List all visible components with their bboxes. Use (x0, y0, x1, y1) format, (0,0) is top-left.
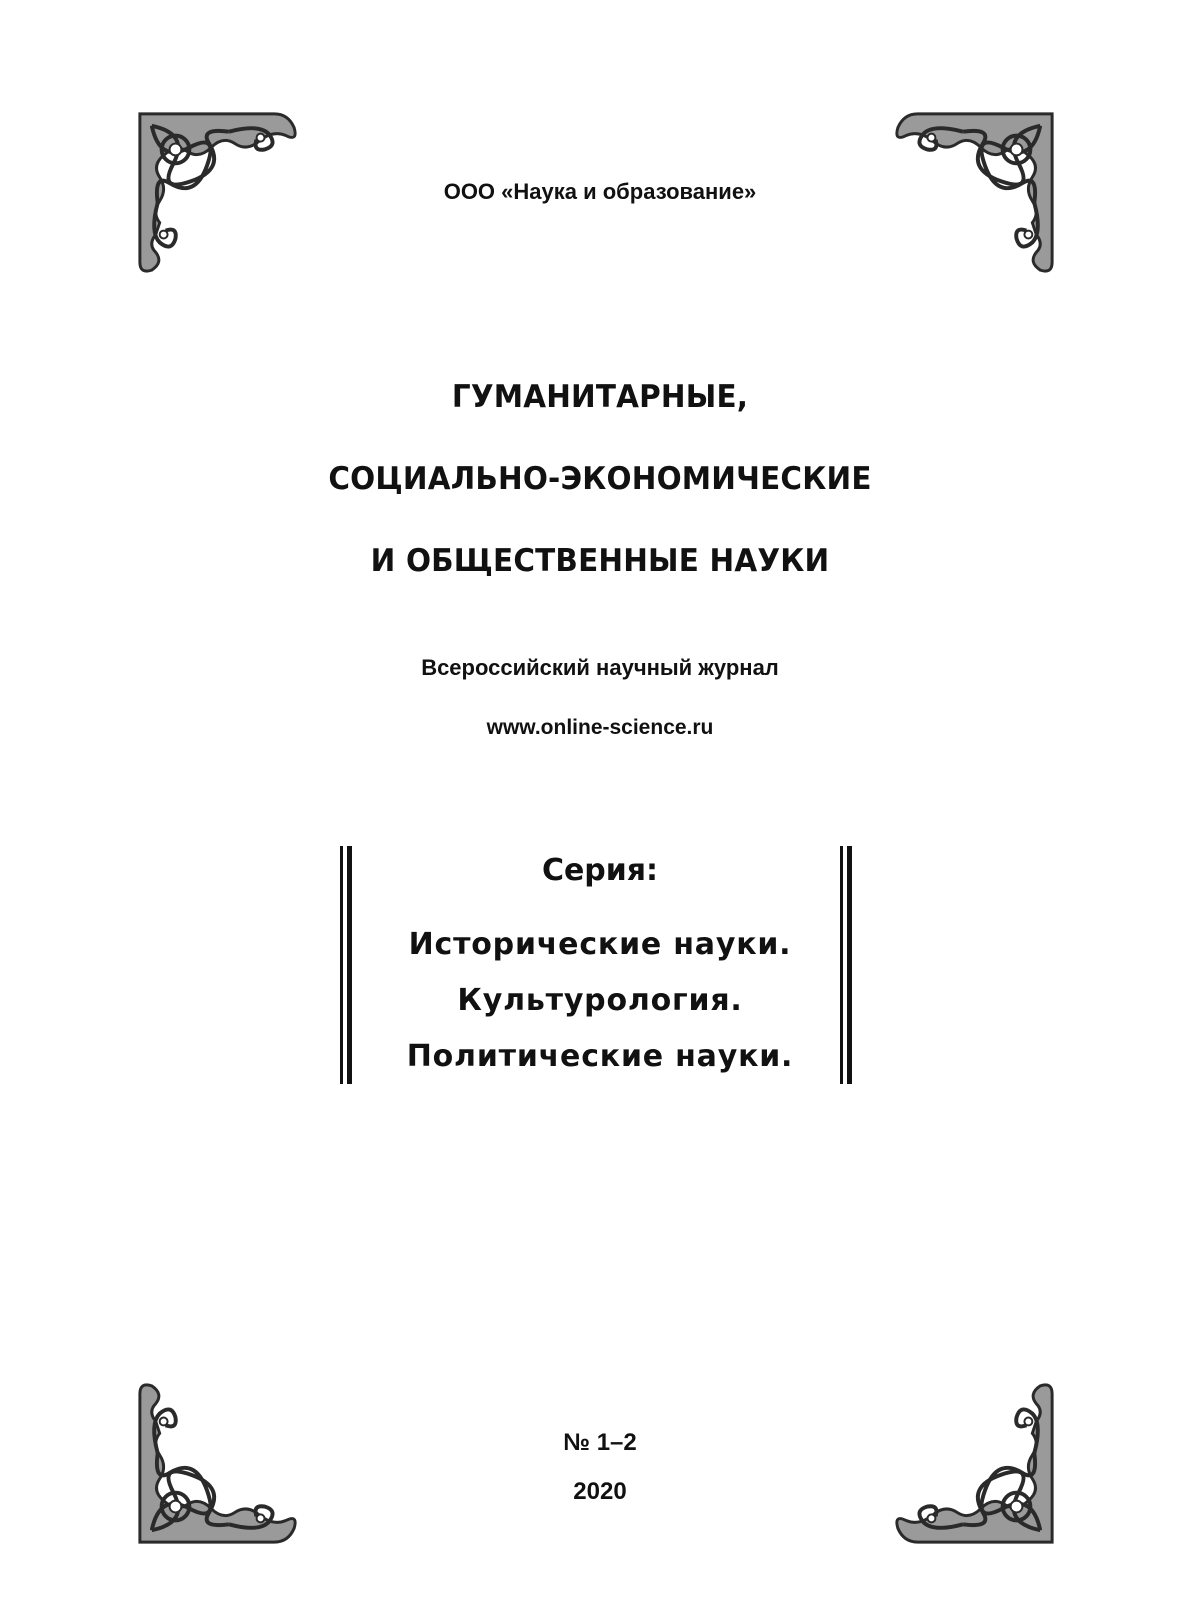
series-item: Политические науки. (406, 1039, 794, 1074)
journal-title-line-3: И ОБЩЕСТВЕННЫЕ НАУКИ (370, 543, 830, 579)
publisher-name: ООО «Наука и образование» (443, 179, 757, 204)
website-url: www.online-science.ru (486, 716, 714, 739)
series-item: Исторические науки. (408, 927, 792, 962)
corner-ornament-icon (884, 1374, 1062, 1552)
journal-title-line-1: ГУМАНИТАРНЫЕ, (451, 379, 749, 415)
journal-subtitle: Всероссийский научный журнал (421, 655, 779, 680)
publication-year: 2020 (573, 1478, 627, 1505)
corner-ornament-icon (130, 1374, 308, 1552)
series-item: Культурология. (457, 983, 743, 1018)
issue-number: № 1–2 (563, 1429, 637, 1456)
journal-title-line-2: СОЦИАЛЬНО-ЭКОНОМИЧЕСКИЕ (328, 461, 872, 497)
series-label: Серия: (541, 853, 659, 888)
